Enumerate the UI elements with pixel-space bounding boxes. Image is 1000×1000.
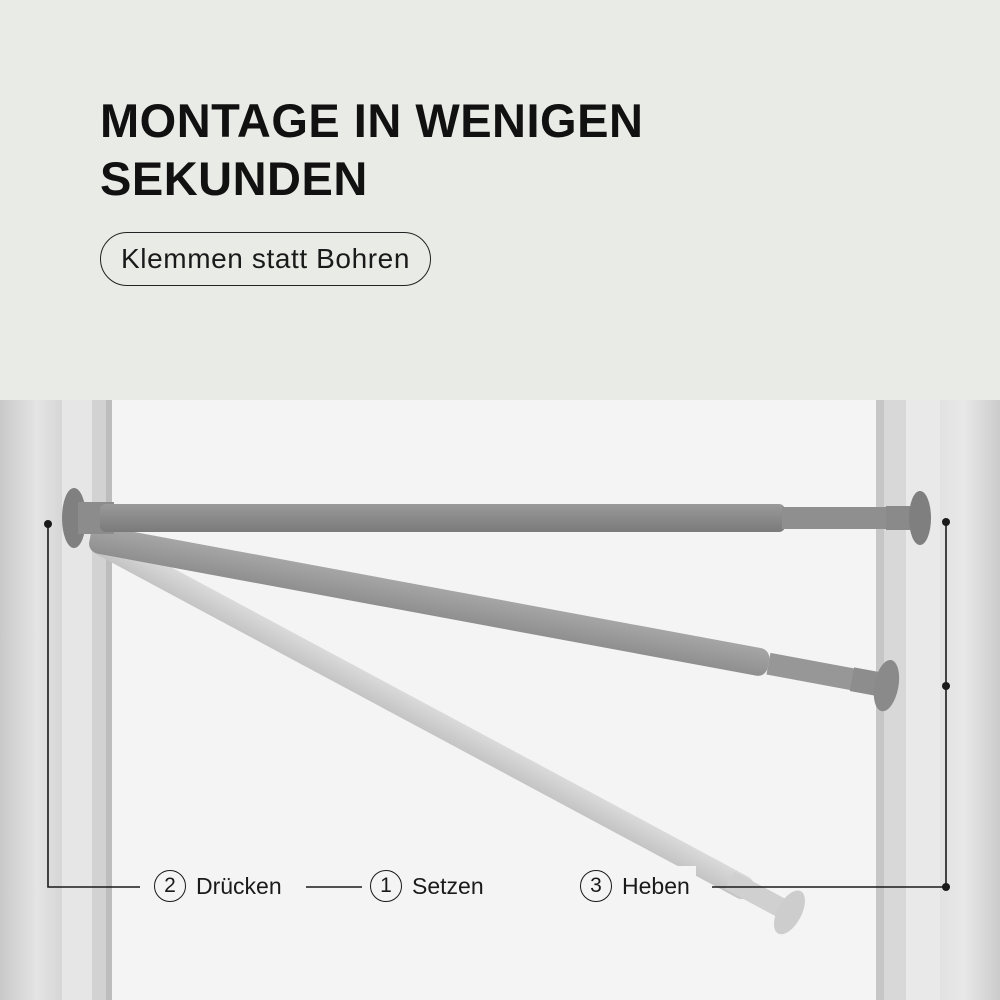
title-line-2: SEKUNDEN [100,152,368,205]
step-number-badge: 2 [154,870,186,902]
rod-dark [62,488,931,548]
left-wall [0,400,62,1000]
right-frame [906,400,940,1000]
step-label-text: Drücken [196,872,282,899]
step-label-text: Setzen [412,872,484,899]
step-press [148,866,288,906]
step-label-text: Heben [622,872,690,899]
header-panel [0,0,1000,400]
step-set [364,866,490,906]
installation-illustration [0,400,1000,1000]
left-frame-line [106,400,112,1000]
right-wall [940,400,1000,1000]
title-line-1: MONTAGE IN WENIGEN [100,94,644,147]
step-number-badge: 3 [580,870,612,902]
feature-badge: Klemmen statt Bohren [100,232,431,286]
page-title [100,92,740,208]
step-lift [574,866,696,906]
rod-diagram [0,400,1000,1000]
step-number-badge: 1 [370,870,402,902]
